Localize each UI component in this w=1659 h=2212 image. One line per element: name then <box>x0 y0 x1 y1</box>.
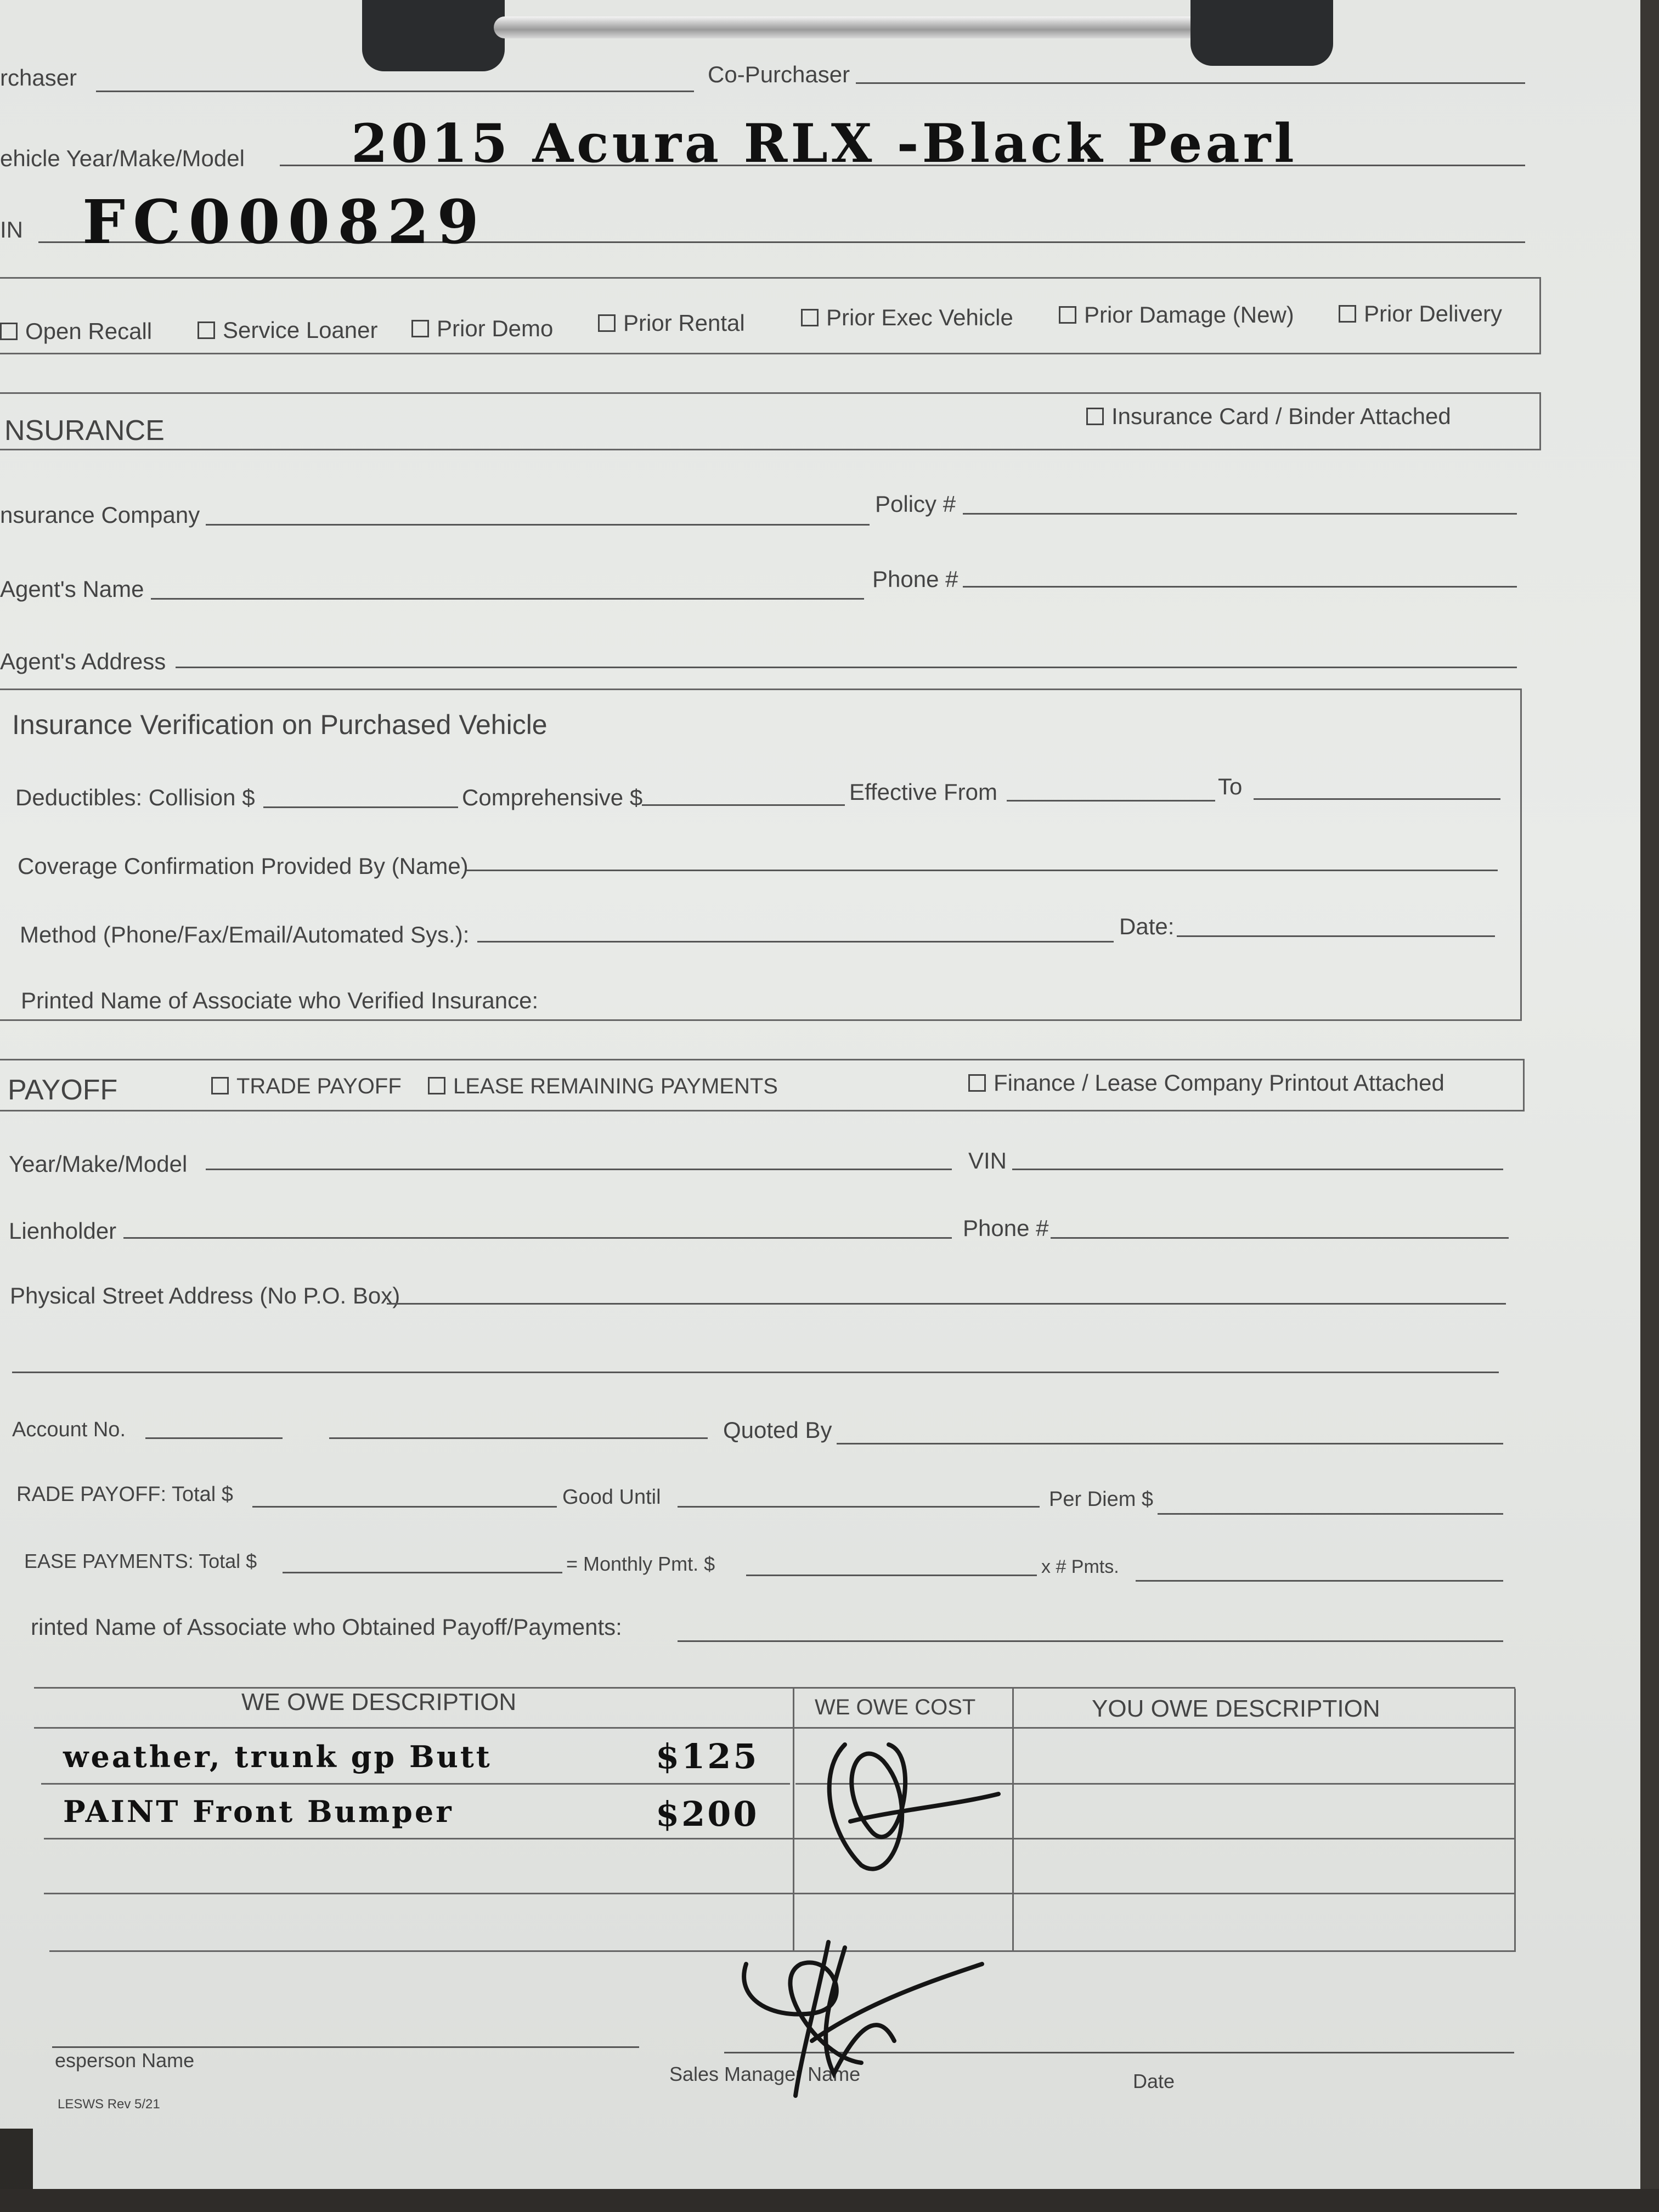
printout-attached-label: Finance / Lease Company Printout Attached <box>994 1070 1444 1096</box>
open-recall-checkbox[interactable] <box>0 323 18 340</box>
account-no-label: Account No. <box>12 1418 126 1441</box>
we-owe-row-2-description: PAINT Front Bumper <box>63 1794 454 1829</box>
coverage-field[interactable] <box>466 870 1498 871</box>
table-row-border <box>44 1893 1514 1894</box>
prior-delivery-label: Prior Delivery <box>1364 301 1503 326</box>
cost-column-signature <box>812 1723 1009 1887</box>
printout-attached-checkbox[interactable] <box>968 1074 986 1092</box>
to-label: To <box>1218 774 1243 799</box>
you-owe-description-header: YOU OWE DESCRIPTION <box>1092 1695 1380 1722</box>
lease-total-field[interactable] <box>283 1572 562 1573</box>
prior-damage-checkbox[interactable] <box>1059 306 1076 324</box>
lienholder-label: Lienholder <box>9 1218 117 1244</box>
prior-damage-label: Prior Damage (New) <box>1084 302 1294 328</box>
prior-rental-label: Prior Rental <box>623 310 745 336</box>
we-owe-cost-header: WE OWE COST <box>815 1695 976 1719</box>
agent-phone-label: Phone # <box>872 566 958 592</box>
purchaser-field[interactable] <box>96 91 694 92</box>
street-address-field-2[interactable] <box>12 1372 1499 1373</box>
account-no-field[interactable] <box>145 1437 283 1439</box>
per-diem-field[interactable] <box>1158 1513 1503 1515</box>
service-loaner-checkbox[interactable] <box>198 321 215 339</box>
agent-name-label: Agent's Name <box>0 576 144 602</box>
purchaser-label: rchaser <box>0 65 77 91</box>
lienholder-phone-label: Phone # <box>963 1215 1049 1241</box>
vin-label: IN <box>0 217 23 242</box>
co-purchaser-label: Co-Purchaser <box>708 61 850 87</box>
comprehensive-label: Comprehensive $ <box>462 785 643 810</box>
agent-name-field[interactable] <box>151 598 864 600</box>
lease-remaining-checkbox[interactable] <box>428 1077 445 1094</box>
table-col-divider <box>1514 1689 1516 1952</box>
payoff-associate-label: rinted Name of Associate who Obtained Payoff/Payments: <box>31 1614 622 1640</box>
we-owe-row-1-description: weather, trunk gp Butt <box>63 1739 492 1774</box>
sales-manager-label: Sales Manager Name <box>669 2063 861 2085</box>
method-field[interactable] <box>477 941 1114 943</box>
quoted-by-field[interactable] <box>837 1443 1503 1444</box>
trade-payoff-checkbox[interactable] <box>211 1077 229 1094</box>
clip-pad-left <box>362 0 505 71</box>
table-row-border <box>41 1783 790 1785</box>
comprehensive-field[interactable] <box>642 804 845 806</box>
lease-remaining-label: LEASE REMAINING PAYMENTS <box>453 1074 778 1098</box>
payoff-ymm-label: Year/Make/Model <box>9 1151 188 1177</box>
agent-address-field[interactable] <box>176 667 1517 668</box>
verify-associate-label: Printed Name of Associate who Verified Insurance: <box>21 988 539 1013</box>
open-recall-label: Open Recall <box>25 318 153 344</box>
payoff-vin-label: VIN <box>968 1148 1007 1173</box>
lienholder-phone-field[interactable] <box>1051 1237 1509 1239</box>
trade-total-label: RADE PAYOFF: Total $ <box>16 1483 233 1506</box>
vin-handwritten: FC000829 <box>82 187 487 257</box>
we-owe-description-header: WE OWE DESCRIPTION <box>241 1689 517 1716</box>
good-until-label: Good Until <box>562 1486 661 1509</box>
trade-total-field[interactable] <box>252 1506 557 1508</box>
insurance-company-field[interactable] <box>206 524 870 526</box>
effective-from-field[interactable] <box>1007 800 1215 802</box>
prior-demo-checkbox[interactable] <box>411 320 429 337</box>
insurance-title: NSURANCE <box>4 415 165 447</box>
deductibles-label: Deductibles: Collision $ <box>15 785 255 810</box>
coverage-label: Coverage Confirmation Provided By (Name) <box>18 853 469 879</box>
insurance-company-label: nsurance Company <box>0 502 200 528</box>
prior-delivery-checkbox[interactable] <box>1339 305 1356 323</box>
lease-total-label: EASE PAYMENTS: Total $ <box>24 1550 257 1572</box>
payoff-associate-field[interactable] <box>678 1640 1503 1642</box>
form-code: LESWS Rev 5/21 <box>58 2097 160 2112</box>
monthly-pmt-field[interactable] <box>746 1575 1037 1576</box>
street-address-field[interactable] <box>387 1303 1506 1305</box>
lienholder-field[interactable] <box>123 1237 952 1239</box>
per-diem-label: Per Diem $ <box>1049 1488 1154 1511</box>
date-label: Date <box>1133 2070 1175 2092</box>
payoff-title: PAYOFF <box>8 1074 118 1106</box>
salesperson-label: esperson Name <box>55 2049 195 2072</box>
verify-date-label: Date: <box>1119 913 1175 939</box>
table-row-border <box>44 1838 1514 1839</box>
to-field[interactable] <box>1254 798 1500 800</box>
prior-exec-vehicle-label: Prior Exec Vehicle <box>826 304 1013 330</box>
verify-date-field[interactable] <box>1177 935 1495 937</box>
co-purchaser-field[interactable] <box>856 82 1525 84</box>
monthly-pmt-label: = Monthly Pmt. $ <box>566 1553 715 1575</box>
agent-address-label: Agent's Address <box>0 648 166 674</box>
policy-field[interactable] <box>963 513 1517 515</box>
vehicle-label: ehicle Year/Make/Model <box>0 145 245 171</box>
num-pmts-field[interactable] <box>1136 1580 1503 1582</box>
prior-rental-checkbox[interactable] <box>598 314 616 332</box>
agent-phone-field[interactable] <box>963 586 1517 588</box>
collision-field[interactable] <box>263 806 458 808</box>
prior-demo-label: Prior Demo <box>437 315 554 341</box>
num-pmts-label: x # Pmts. <box>1041 1556 1119 1577</box>
insurance-card-checkbox[interactable] <box>1086 408 1104 425</box>
verification-title: Insurance Verification on Purchased Vehicle <box>12 709 548 740</box>
good-until-field[interactable] <box>678 1506 1040 1508</box>
we-owe-row-1-cost: $125 <box>656 1736 759 1776</box>
account-no-field-2[interactable] <box>329 1437 708 1439</box>
street-address-label: Physical Street Address (No P.O. Box) <box>10 1283 400 1308</box>
policy-label: Policy # <box>875 491 956 517</box>
vehicle-handwritten: 2015 Acura RLX -Black Pearl <box>351 112 1297 174</box>
we-owe-row-2-cost: $200 <box>656 1794 759 1834</box>
clipboard-bottom <box>0 2189 1659 2212</box>
prior-exec-vehicle-checkbox[interactable] <box>801 309 819 326</box>
clip-bar <box>494 16 1207 38</box>
quoted-by-label: Quoted By <box>723 1417 832 1443</box>
salesperson-field[interactable] <box>52 2046 639 2048</box>
effective-from-label: Effective From <box>849 779 997 805</box>
service-loaner-label: Service Loaner <box>223 317 378 343</box>
table-col-divider <box>1012 1689 1014 1952</box>
insurance-card-label: Insurance Card / Binder Attached <box>1111 403 1451 429</box>
trade-payoff-label: TRADE PAYOFF <box>236 1074 402 1098</box>
manager-signature <box>735 1931 998 2112</box>
payoff-ymm-field[interactable] <box>206 1169 952 1170</box>
table-header-border <box>34 1727 1515 1729</box>
table-col-divider <box>793 1689 794 1952</box>
payoff-vin-field[interactable] <box>1012 1169 1503 1170</box>
method-label: Method (Phone/Fax/Email/Automated Sys.): <box>20 922 470 947</box>
clip-pad-right <box>1190 0 1333 66</box>
